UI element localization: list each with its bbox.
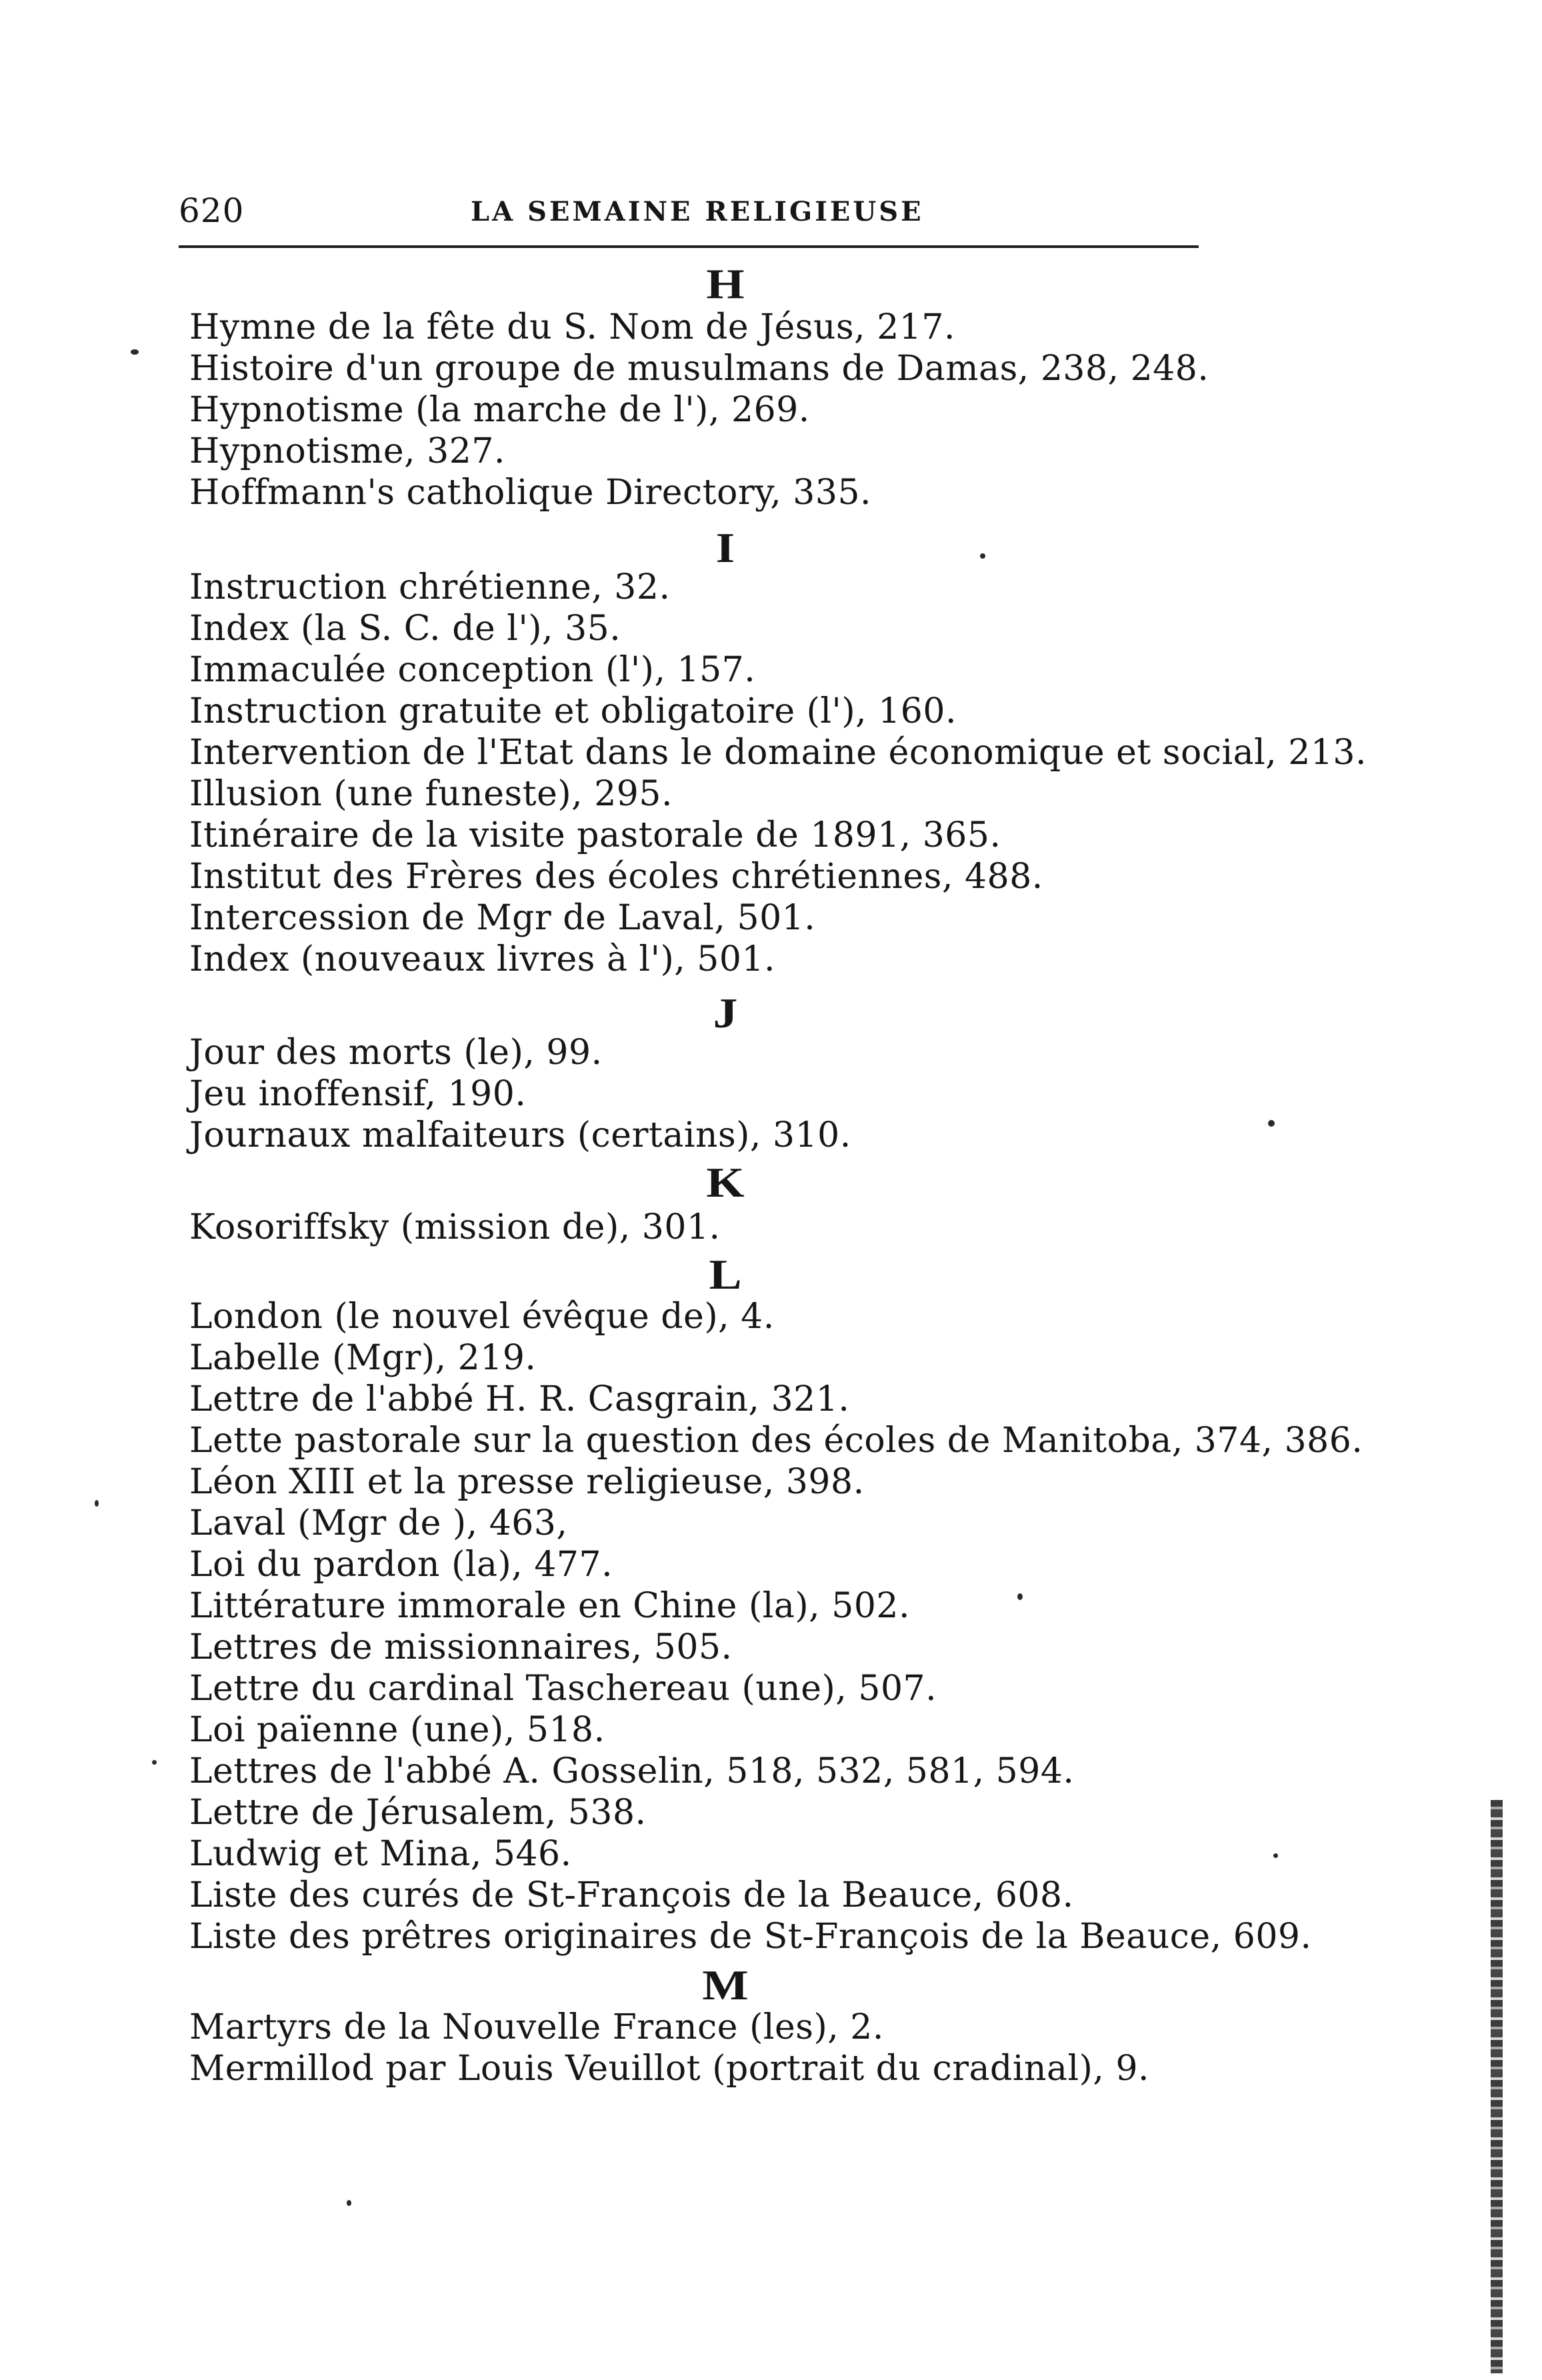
index-entry: Jour des morts (le), 99.: [189, 1033, 603, 1073]
index-entry: Martyrs de la Nouvelle France (les), 2.: [189, 2007, 884, 2047]
index-entry: Hymne de la fête du S. Nom de Jésus, 217.: [189, 307, 955, 347]
index-entry: Histoire d'un groupe de musulmans de Damas, 238, 248.: [189, 349, 1209, 389]
index-entry: Itinéraire de la visite pastorale de 1891, 365.: [189, 815, 1001, 855]
index-entry: Intercession de Mgr de Laval, 501.: [189, 898, 816, 938]
scan-speck: [347, 2200, 351, 2206]
index-entry: Jeu inoffensif, 190.: [189, 1074, 527, 1114]
index-body: [0, 253, 1542, 2380]
scan-speck: [152, 1760, 157, 1765]
section-letter-i: I: [715, 524, 735, 571]
index-entry: Instruction gratuite et obligatoire (l'), 160.: [189, 691, 957, 731]
index-entry: Léon XIII et la presse religieuse, 398.: [189, 1462, 865, 1502]
section-letter-k: K: [706, 1159, 745, 1206]
index-entry: Lette pastorale sur la question des écoles de Manitoba, 374, 386.: [189, 1421, 1363, 1461]
index-entry: Index (la S. C. de l'), 35.: [189, 609, 621, 649]
index-entry: Intervention de l'Etat dans le domaine économique et social, 213.: [189, 733, 1367, 773]
section-letter-j: J: [713, 989, 738, 1037]
index-entry: Lettre de l'abbé H. R. Casgrain, 321.: [189, 1379, 850, 1419]
section-letter-l: L: [709, 1251, 742, 1298]
index-entry: Ludwig et Mina, 546.: [189, 1834, 572, 1874]
index-entry: Illusion (une funeste), 295.: [189, 774, 673, 814]
page-number: 620: [179, 191, 245, 230]
index-entry: Instruction chrétienne, 32.: [189, 567, 671, 607]
scan-speck: [1268, 1120, 1275, 1127]
index-entry: Mermillod par Louis Veuillot (portrait du cradinal), 9.: [189, 2049, 1150, 2089]
index-entry: Loi païenne (une), 518.: [189, 1710, 605, 1750]
index-entry: Index (nouveaux livres à l'), 501.: [189, 939, 776, 979]
index-entry: Loi du pardon (la), 477.: [189, 1545, 613, 1585]
scan-speck: [131, 349, 139, 355]
index-entry: Lettre de Jérusalem, 538.: [189, 1793, 647, 1833]
index-entry: Hypnotisme (la marche de l'), 269.: [189, 390, 810, 430]
scan-speck: [1017, 1593, 1023, 1600]
header-rule: [179, 245, 1199, 248]
index-entry: Lettre du cardinal Taschereau (une), 507.: [189, 1669, 937, 1709]
section-letter-h: H: [706, 260, 745, 307]
running-title: LA SEMAINE RELIGIEUSE: [471, 196, 924, 227]
index-entry: Lettres de l'abbé A. Gosselin, 518, 532, 581, 594.: [189, 1751, 1075, 1791]
index-entry: Liste des curés de St-François de la Beauce, 608.: [189, 1875, 1074, 1915]
index-entry: Lettres de missionnaires, 505.: [189, 1627, 733, 1667]
index-entry: London (le nouvel évêque de), 4.: [189, 1297, 775, 1337]
index-entry: Kosoriffsky (mission de), 301.: [189, 1207, 721, 1247]
index-entry: Labelle (Mgr), 219.: [189, 1338, 537, 1378]
page-edge-shadow: [1491, 1800, 1503, 2373]
scan-speck: [1273, 1853, 1278, 1858]
index-entry: Liste des prêtres originaires de St-François de la Beauce, 609.: [189, 1917, 1312, 1957]
scan-speck: [95, 1500, 99, 1507]
scan-speck: [980, 553, 985, 559]
index-entry: Journaux malfaiteurs (certains), 310.: [189, 1115, 851, 1155]
section-letter-m: M: [702, 1961, 749, 2009]
index-entry: Hypnotisme, 327.: [189, 431, 505, 471]
index-entry: Institut des Frères des écoles chrétiennes, 488.: [189, 857, 1043, 897]
index-entry: Immaculée conception (l'), 157.: [189, 650, 756, 690]
index-entry: Littérature immorale en Chine (la), 502.: [189, 1586, 911, 1626]
index-entry: Laval (Mgr de ), 463,: [189, 1503, 568, 1543]
index-entry: Hoffmann's catholique Directory, 335.: [189, 473, 872, 513]
